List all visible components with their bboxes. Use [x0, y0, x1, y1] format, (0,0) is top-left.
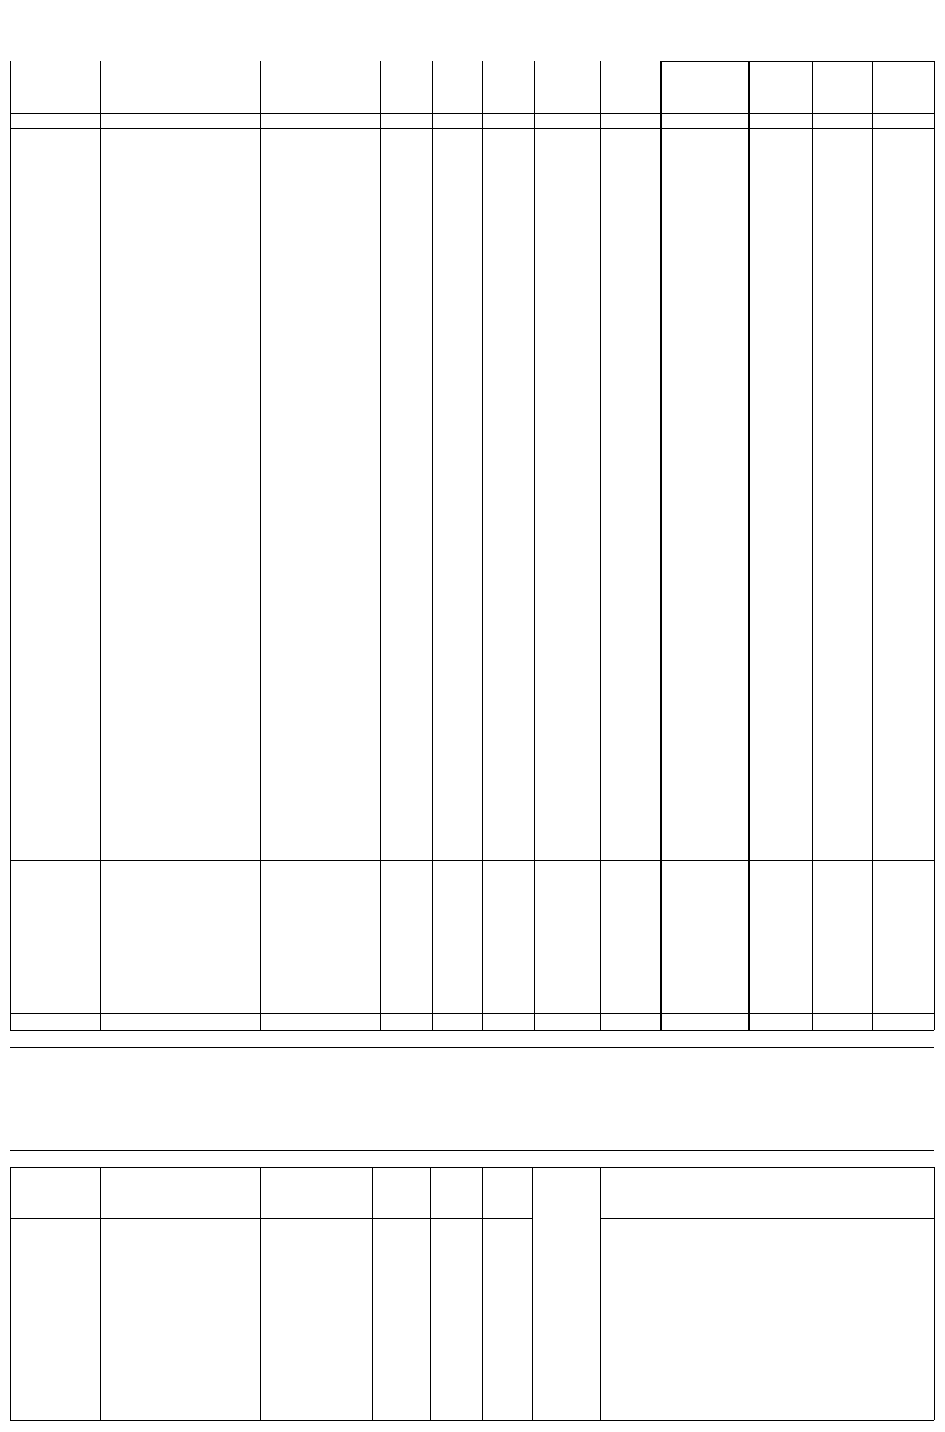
divider	[380, 61, 381, 1030]
divider	[10, 860, 934, 861]
divider	[872, 61, 873, 1030]
divider	[10, 1218, 532, 1219]
divider	[660, 61, 662, 1030]
divider	[482, 1167, 483, 1420]
divider	[934, 61, 935, 1030]
divider	[10, 113, 934, 114]
divider	[600, 61, 601, 1030]
divider	[661, 61, 749, 62]
divider	[748, 61, 750, 1030]
divider	[600, 1218, 934, 1219]
divider	[600, 1167, 601, 1420]
divider	[260, 1167, 261, 1420]
divider	[749, 61, 934, 62]
divider	[10, 1150, 934, 1151]
divider	[10, 61, 11, 1030]
divider	[10, 1013, 934, 1014]
divider	[10, 1030, 934, 1031]
divider	[10, 1167, 11, 1420]
divider	[432, 61, 433, 1030]
divider	[100, 61, 101, 1030]
divider	[934, 1167, 935, 1420]
divider	[10, 1047, 934, 1048]
divider	[100, 1167, 101, 1420]
divider	[260, 61, 261, 1030]
divider	[534, 61, 535, 1030]
divider	[482, 61, 483, 1030]
divider	[10, 1420, 934, 1421]
divider	[430, 1167, 431, 1420]
divider	[10, 1167, 934, 1168]
divider	[372, 1167, 373, 1420]
divider	[10, 128, 934, 129]
divider	[812, 61, 813, 1030]
divider	[532, 1167, 533, 1420]
